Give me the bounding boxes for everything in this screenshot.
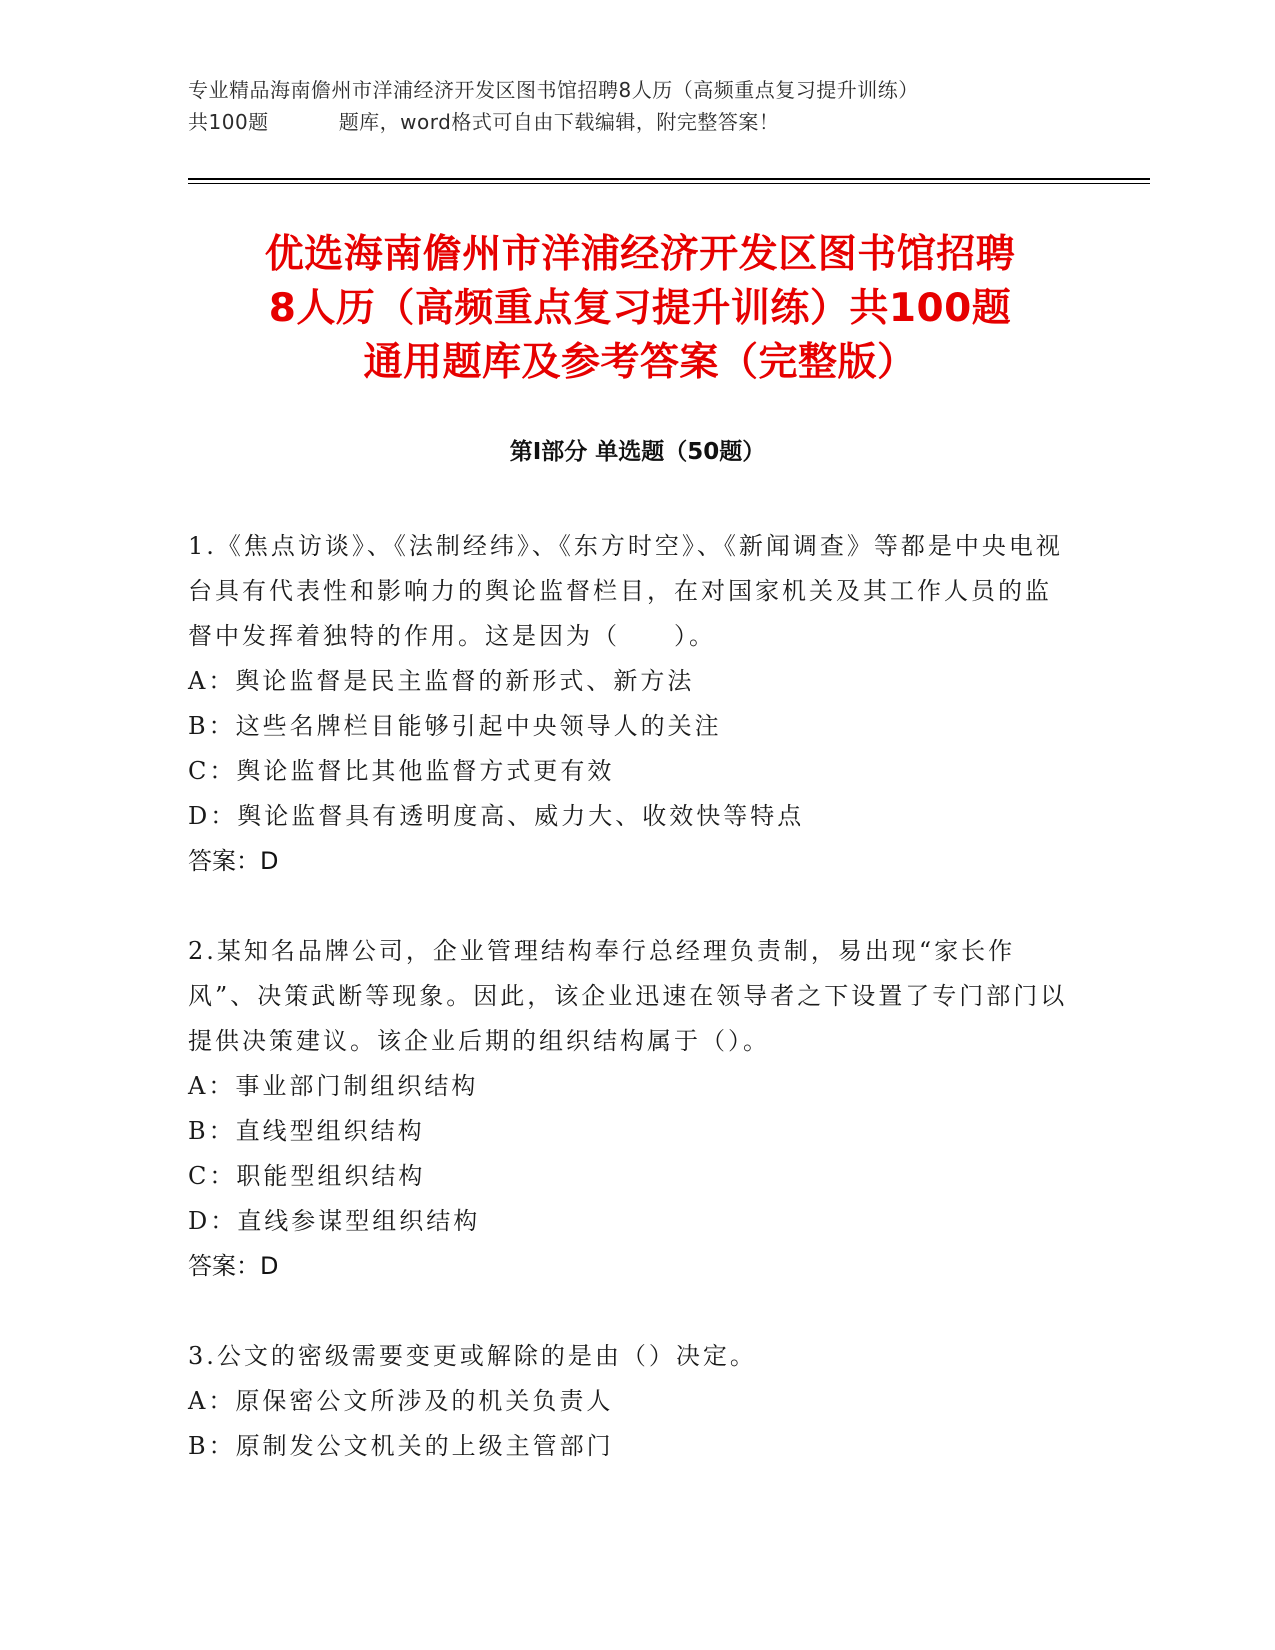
option-a: A：事业部门制组织结构 (188, 1072, 479, 1100)
header-line-2 (188, 106, 1088, 138)
question-stem: 3.公文的密级需要变更或解除的是由（）决定。 (188, 1342, 757, 1370)
option-b: B：直线型组织结构 (188, 1117, 425, 1145)
title-line-3: 通用题库及参考答案（完整版） (363, 340, 917, 385)
question-stem: 2.某知名品牌公司，企业管理结构奉行总经理负责制，易出现“家长作风”、决策武断等现象。因此，该企业迅速在领导者之下设置了专门部门以提供决策建议。该企业后期的组织结构属于（）。 (188, 937, 1068, 1055)
option-b: B：原制发公文机关的上级主管部门 (188, 1432, 614, 1460)
document-header (188, 74, 1088, 138)
document-title (150, 228, 1130, 390)
option-c: C：职能型组织结构 (188, 1162, 426, 1190)
title-line-2: 8人历（高频重点复习提升训练）共100题 (268, 286, 1012, 331)
section-title: 第Ⅰ部分 单选题（50题） (509, 439, 766, 465)
question-answer: 答案：D (188, 847, 279, 875)
header-line-2-left: 共100题 (188, 110, 269, 134)
option-c: C：舆论监督比其他监督方式更有效 (188, 757, 615, 785)
title-line-1: 优选海南儋州市洋浦经济开发区图书馆招聘 (264, 232, 1016, 277)
question-item (188, 1334, 1068, 1469)
question-stem: 1.《焦点访谈》、《法制经纬》、《东方时空》、《新闻调查》等都是中央电视台具有代表性和影响力的舆论监督栏目，在对国家机关及其工作人员的监督中发挥着独特的作用。这是因为（ ）。 (188, 532, 1063, 650)
header-divider-thick (188, 178, 1150, 180)
option-b: B：这些名牌栏目能够引起中央领导人的关注 (188, 712, 722, 740)
option-a: A：舆论监督是民主监督的新形式、新方法 (188, 667, 695, 695)
header-line-1: 专业精品海南儋州市洋浦经济开发区图书馆招聘8人历（高频重点复习提升训练） (188, 78, 919, 102)
option-d: D：直线参谋型组织结构 (188, 1207, 481, 1235)
question-item (188, 929, 1068, 1334)
option-d: D：舆论监督具有透明度高、威力大、收效快等特点 (188, 802, 805, 830)
header-line-2-right: 题库，word格式可自由下载编辑，附完整答案！ (338, 110, 780, 134)
question-item (188, 524, 1068, 929)
question-answer: 答案：D (188, 1252, 279, 1280)
header-divider-thin (188, 183, 1150, 184)
question-list (188, 524, 1068, 1469)
option-a: A：原保密公文所涉及的机关负责人 (188, 1387, 614, 1415)
